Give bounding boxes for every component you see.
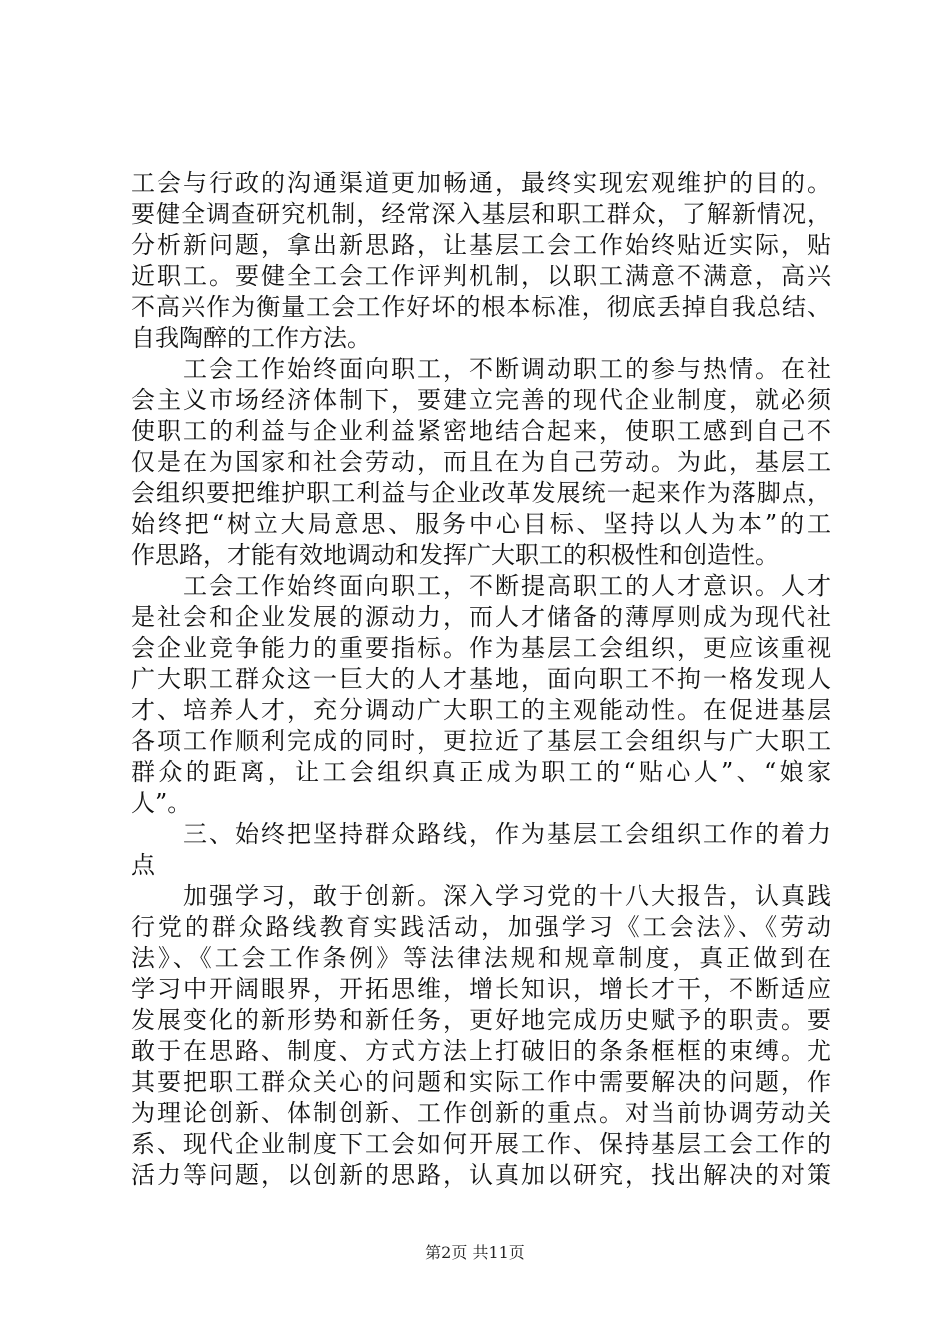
text-line: 要健全调查研究机制，经常深入基层和职工群众，了解新情况， xyxy=(131,200,831,228)
text-line: 法》、《工会工作条例》等法律法规和规章制度，真正做到在 xyxy=(131,944,831,972)
text-line: 仅是在为国家和社会劳动，而且在为自己劳动。为此，基层工 xyxy=(131,448,831,476)
text-line: 系、现代企业制度下工会如何开展工作、保持基层工会工作的 xyxy=(131,1130,831,1158)
text-line: 活力等问题，以创新的思路，认真加以研究，找出解决的对策 xyxy=(131,1161,831,1189)
text-line: 其要把职工群众关心的问题和实际工作中需要解决的问题，作 xyxy=(131,1068,831,1096)
text-line: 各项工作顺利完成的同时，更拉近了基层工会组织与广大职工 xyxy=(131,727,831,755)
text-line: 学习中开阔眼界，开拓思维，增长知识，增长才干，不断适应 xyxy=(131,975,831,1003)
text-line: 工会与行政的沟通渠道更加畅通，最终实现宏观维护的目的。 xyxy=(131,169,831,197)
body-text xyxy=(131,168,831,1191)
text-line: 点 xyxy=(131,851,155,879)
text-line: 近职工。要健全工会工作评判机制，以职工满意不满意，高兴 xyxy=(131,262,831,290)
text-line: 使职工的利益与企业利益紧密地结合起来，使职工感到自己不 xyxy=(131,417,831,445)
text-line: 工会工作始终面向职工，不断调动职工的参与热情。在社 xyxy=(131,355,831,383)
text-line: 群众的距离，让工会组织真正成为职工的“贴心人”、“娘家 xyxy=(131,758,831,786)
text-line: 三、始终把坚持群众路线，作为基层工会组织工作的着力 xyxy=(131,820,831,848)
text-line: 才、培养人才，充分调动广大职工的主观能动性。在促进基层 xyxy=(131,696,831,724)
text-line: 会主义市场经济体制下，要建立完善的现代企业制度，就必须 xyxy=(131,386,831,414)
text-line: 始终把“树立大局意思、服务中心目标、坚持以人为本”的工 xyxy=(131,510,831,538)
text-line: 会组织要把维护职工利益与企业改革发展统一起来作为落脚点， xyxy=(131,479,831,507)
text-line: 敢于在思路、制度、方式方法上打破旧的条条框框的束缚。尤 xyxy=(131,1037,831,1065)
text-line: 广大职工群众这一巨大的人才基地，面向职工不拘一格发现人 xyxy=(131,665,831,693)
text-line: 作思路，才能有效地调动和发挥广大职工的积极性和创造性。 xyxy=(131,541,779,569)
text-line: 不高兴作为衡量工会工作好坏的根本标准，彻底丢掉自我总结、 xyxy=(131,293,831,321)
text-line: 加强学习，敢于创新。深入学习党的十八大报告，认真践 xyxy=(131,882,831,910)
text-line: 是社会和企业发展的源动力，而人才储备的薄厚则成为现代社 xyxy=(131,603,831,631)
text-line: 分析新问题，拿出新思路，让基层工会工作始终贴近实际，贴 xyxy=(131,231,831,259)
page-footer: 第2页 共11页 xyxy=(425,1243,525,1262)
text-line: 会企业竞争能力的重要指标。作为基层工会组织，更应该重视 xyxy=(131,634,831,662)
text-line: 自我陶醉的工作方法。 xyxy=(131,324,371,352)
text-line: 人”。 xyxy=(131,789,192,817)
text-line: 为理论创新、体制创新、工作创新的重点。对当前协调劳动关 xyxy=(131,1099,831,1127)
text-line: 工会工作始终面向职工，不断提高职工的人才意识。人才 xyxy=(131,572,831,600)
text-line: 发展变化的新形势和新任务，更好地完成历史赋予的职责。要 xyxy=(131,1006,831,1034)
text-line: 行党的群众路线教育实践活动，加强学习《工会法》、《劳动 xyxy=(131,913,831,941)
